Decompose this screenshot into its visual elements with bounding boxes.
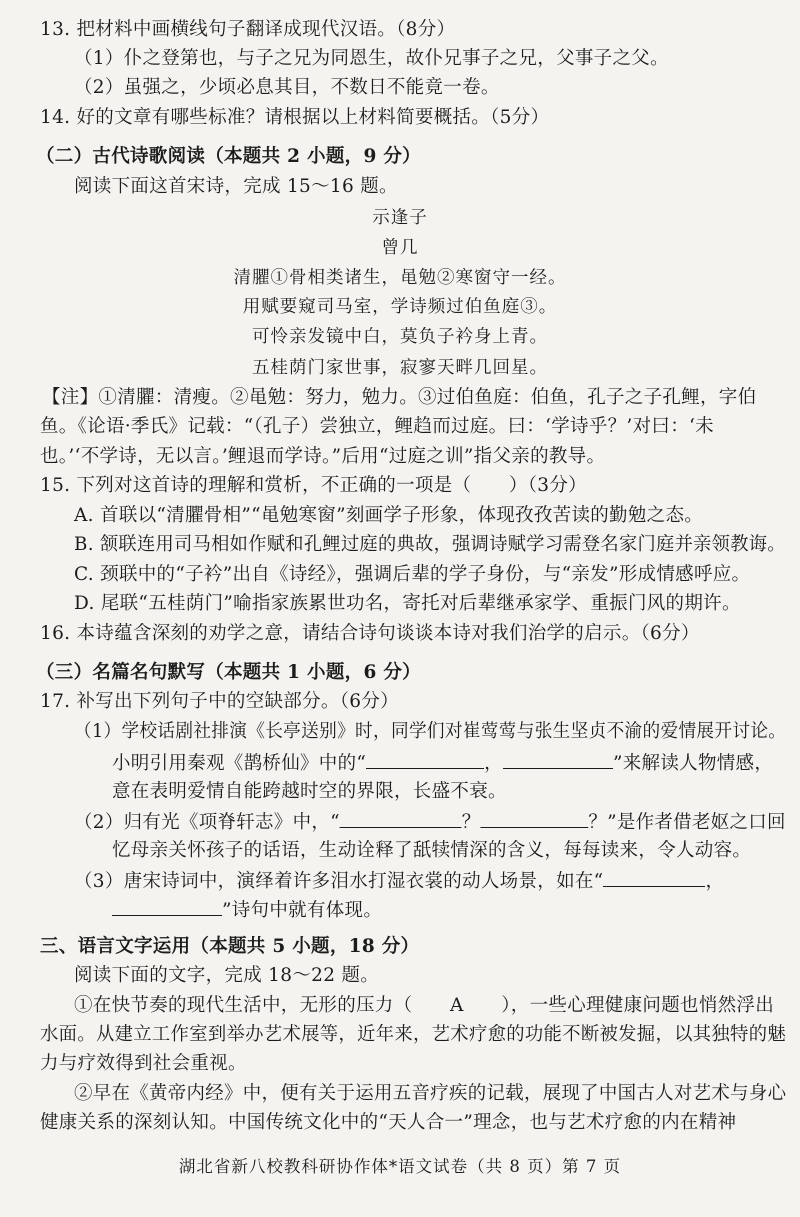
paragraph-1-line-3: 力与疗效得到社会重视。 bbox=[40, 1053, 247, 1074]
poem-author: 曾几 bbox=[381, 238, 419, 258]
q15-option-a: A. 首联以“清臞骨相”“黾勉寒窗”刻画学子形象，体现孜孜苦读的勤勉之态。 bbox=[74, 505, 704, 526]
q17-item-1-line-3: 意在表明爱情自能跨越时空的界限，长盛不衰。 bbox=[112, 781, 507, 802]
part-3-heading: 三、语言文字运用（本题共 5 小题，18 分） bbox=[40, 936, 420, 957]
poem-note-1: 【注】①清臞：清瘦。②黾勉：努力，勉力。③过伯鱼庭：伯鱼，孔子之子孔鲤，字伯 bbox=[42, 387, 757, 408]
poem-title: 示逢子 bbox=[372, 208, 428, 228]
q14-stem: 14. 好的文章有哪些标准？请根据以上材料简要概括。（5分） bbox=[40, 107, 550, 128]
fill-blank[interactable] bbox=[340, 809, 462, 828]
paragraph-1-line-2: 水面。从建立工作室到举办艺术展等，近年来，艺术疗愈的功能不断被发掘，以其独特的魅 bbox=[40, 1024, 786, 1045]
q15-option-b: B. 颔联连用司马相如作赋和孔鲤过庭的典故，强调诗赋学习需登名家门庭并亲领教诲。 bbox=[74, 534, 786, 555]
q17-item-1-line-2: 小明引用秦观《鹊桥仙》中的“ ， ”来解读人物情感， bbox=[112, 750, 773, 776]
section-3-heading: （三）名篇名句默写（本题共 1 小题，6 分） bbox=[36, 662, 421, 683]
q17-item-3-line-1: （3）唐宋诗词中，演绎着许多泪水打湿衣裳的动人场景，如在“ ， bbox=[74, 868, 724, 894]
section-2-heading: （二）古代诗歌阅读（本题共 2 小题，9 分） bbox=[36, 146, 421, 167]
poem-line-3: 可怜亲发镜中白，莫负子衿身上青。 bbox=[252, 327, 548, 347]
fill-blank[interactable] bbox=[603, 868, 705, 887]
fill-blank[interactable] bbox=[503, 750, 613, 769]
fill-blank[interactable] bbox=[480, 809, 588, 828]
section-2-intro: 阅读下面这首宋诗，完成 15～16 题。 bbox=[74, 176, 398, 197]
q16-stem: 16. 本诗蕴含深刻的劝学之意，请结合诗句谈谈本诗对我们治学的启示。（6分） bbox=[40, 623, 700, 644]
page-footer: 湖北省新八校教科研协作体*语文试卷（共 8 页）第 7 页 bbox=[178, 1157, 622, 1176]
q17-item-1-line-1: （1）学校话剧社排演《长亭送别》时，同学们对崔莺莺与张生坚贞不渝的爱情展开讨论。 bbox=[74, 721, 787, 742]
q13-sentence-1: （1）仆之登第也，与子之兄为同恩生，故仆兄事子之兄，父事子之父。 bbox=[74, 48, 669, 69]
paragraph-2-line-2: 健康关系的深刻认知。中国传统文化中的“天人合一”理念，也与艺术疗愈的内在精神 bbox=[40, 1112, 737, 1133]
q15-option-c: C. 颈联中的“子衿”出自《诗经》，强调后辈的学子身份，与“亲发”形成情感呼应。 bbox=[74, 564, 751, 585]
fill-blank[interactable] bbox=[366, 750, 484, 769]
q13-sentence-2: （2）虽强之，少顷必息其目，不数日不能竟一卷。 bbox=[74, 77, 500, 98]
q15-stem: 15. 下列对这首诗的理解和赏析，不正确的一项是（ ）（3分） bbox=[40, 475, 587, 496]
poem-note-2: 鱼。《论语·季氏》记载：“（孔子）尝独立，鲤趋而过庭。曰：‘学诗乎？’对曰：‘未 bbox=[40, 416, 714, 437]
q17-item-2-line-2: 忆母亲关怀孩子的话语，生动诠释了舐犊情深的含义，每每读来，令人动容。 bbox=[112, 840, 752, 861]
poem-line-4: 五桂荫门家世事，寂寥天畔几回星。 bbox=[252, 358, 548, 378]
q17-item-3-line-2: ”诗句中就有体现。 bbox=[112, 897, 382, 923]
q15-option-d: D. 尾联“五桂荫门”喻指家族累世功名，寄托对后辈继承家学、重振门风的期许。 bbox=[74, 593, 741, 614]
poem-line-1: 清臞①骨相类诸生，黾勉②寒窗守一经。 bbox=[233, 268, 567, 288]
part-3-intro: 阅读下面的文字，完成 18～22 题。 bbox=[74, 965, 380, 986]
poem-note-3: 也。’‘不学诗，无以言。’鲤退而学诗。”后用“过庭之训”指父亲的教导。 bbox=[40, 446, 606, 467]
q17-item-2-line-1: （2）归有光《项脊轩志》中，“ ？ ？”是作者借老妪之口回 bbox=[74, 809, 786, 835]
paragraph-1-line-1: ①在快节奏的现代生活中，无形的压力（ A ），一些心理健康问题也悄然浮出 bbox=[74, 995, 775, 1016]
q13-stem: 13. 把材料中画横线句子翻译成现代汉语。（8分） bbox=[40, 19, 456, 40]
fill-blank[interactable] bbox=[112, 897, 222, 916]
poem-line-2: 用赋要窥司马室，学诗频过伯鱼庭③。 bbox=[242, 297, 558, 317]
paragraph-2-line-1: ②早在《黄帝内经》中，便有关于运用五音疗疾的记载，展现了中国古人对艺术与身心 bbox=[74, 1083, 787, 1104]
q17-stem: 17. 补写出下列句子中的空缺部分。（6分） bbox=[40, 691, 399, 712]
